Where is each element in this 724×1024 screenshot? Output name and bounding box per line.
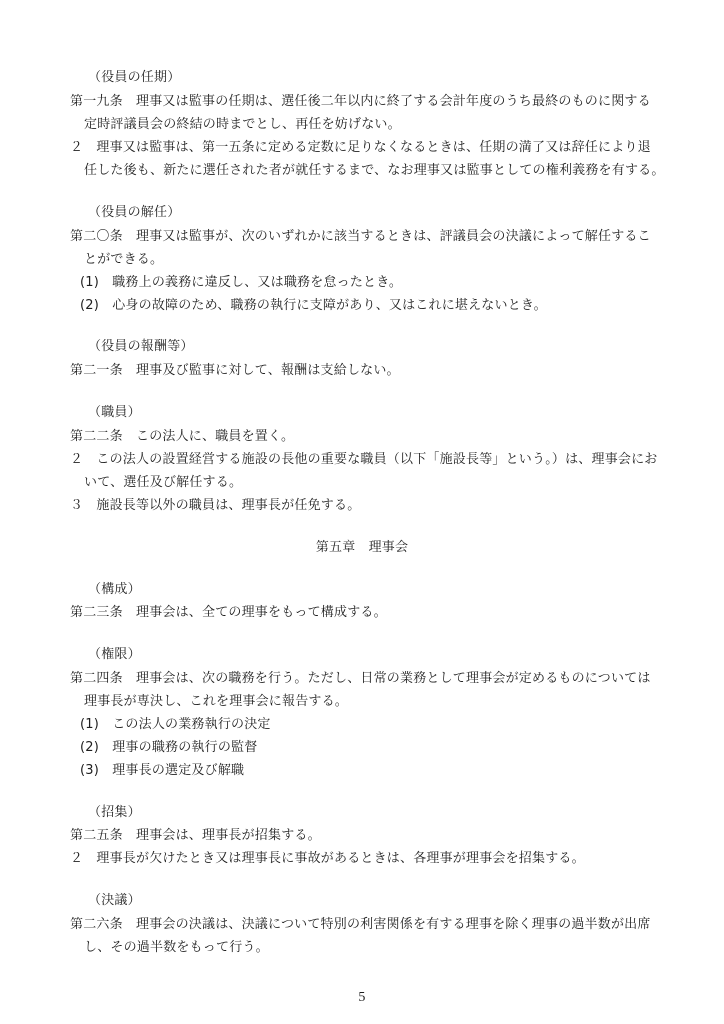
article-19-line: 定時評議員会の終結の時までとし、再任を妨げない。 — [84, 117, 401, 132]
article-22-line: ３ 施設長等以外の職員は、理事長が任免する。 — [70, 498, 361, 513]
article-19-line: 第一九条 理事又は監事の任期は、選任後二年以内に終了する会計年度のうち最終のものに関する — [70, 94, 651, 109]
article-24-line: 理事長が専決し、これを理事会に報告する。 — [84, 694, 349, 709]
article-26-line: し、その過半数をもって行う。 — [84, 940, 269, 955]
section-heading-officer-dismissal: （役員の解任） — [88, 205, 181, 220]
article-24-line: 第二四条 理事会は、次の職務を行う。ただし、日常の業務として理事会が定めるものについては — [70, 671, 651, 686]
article-22-line: ２ この法人の設置経営する施設の長他の重要な職員（以下「施設長等」という。）は、理事会にお — [70, 452, 658, 467]
article-20-line: 第二〇条 理事又は監事が、次のいずれかに該当するときは、評議員会の決議によって解任するこ — [70, 229, 651, 244]
article-20-line: とができる。 — [84, 252, 164, 267]
section-heading-resolution: （決議） — [88, 893, 141, 908]
article-20-item: (2) 心身の故障のため、職務の執行に支障があり、又はこれに堪えないとき。 — [80, 298, 547, 313]
article-21-line: 第二一条 理事及び監事に対して、報酬は支給しない。 — [70, 363, 400, 378]
section-heading-staff: （職員） — [88, 405, 141, 420]
article-22-line: 第二二条 この法人に、職員を置く。 — [70, 429, 295, 444]
section-heading-composition: （構成） — [88, 582, 141, 597]
section-heading-officer-term: （役員の任期） — [88, 70, 181, 85]
article-25-line: 第二五条 理事会は、理事長が招集する。 — [70, 828, 321, 843]
article-24-item: (1) この法人の業務執行の決定 — [80, 717, 271, 732]
article-25-line: ２ 理事長が欠けたとき又は理事長に事故があるときは、各理事が理事会を招集する。 — [70, 851, 585, 866]
article-19-line: 任した後も、新たに選任された者が就任するまで、なお理事又は監事としての権利義務を有する。 — [84, 163, 665, 178]
page-number: 5 — [358, 990, 366, 1005]
section-heading-convocation: （招集） — [88, 805, 141, 820]
article-26-line: 第二六条 理事会の決議は、決議について特別の利害関係を有する理事を除く理事の過半数が出席 — [70, 917, 651, 932]
article-24-item: (3) 理事長の選定及び解職 — [80, 763, 245, 778]
article-20-item: (1) 職務上の義務に違反し、又は職務を怠ったとき。 — [80, 275, 403, 290]
section-heading-authority: （権限） — [88, 647, 141, 662]
chapter-title: 第五章 理事会 — [315, 540, 409, 555]
article-22-line: いて、選任及び解任する。 — [84, 475, 243, 490]
article-24-item: (2) 理事の職務の執行の監督 — [80, 740, 258, 755]
section-heading-officer-remuneration: （役員の報酬等） — [88, 339, 194, 354]
article-23-line: 第二三条 理事会は、全ての理事をもって構成する。 — [70, 605, 387, 620]
article-19-line: ２ 理事又は監事は、第一五条に定める定数に足りなくなるときは、任期の満了又は辞任により退 — [70, 140, 651, 155]
